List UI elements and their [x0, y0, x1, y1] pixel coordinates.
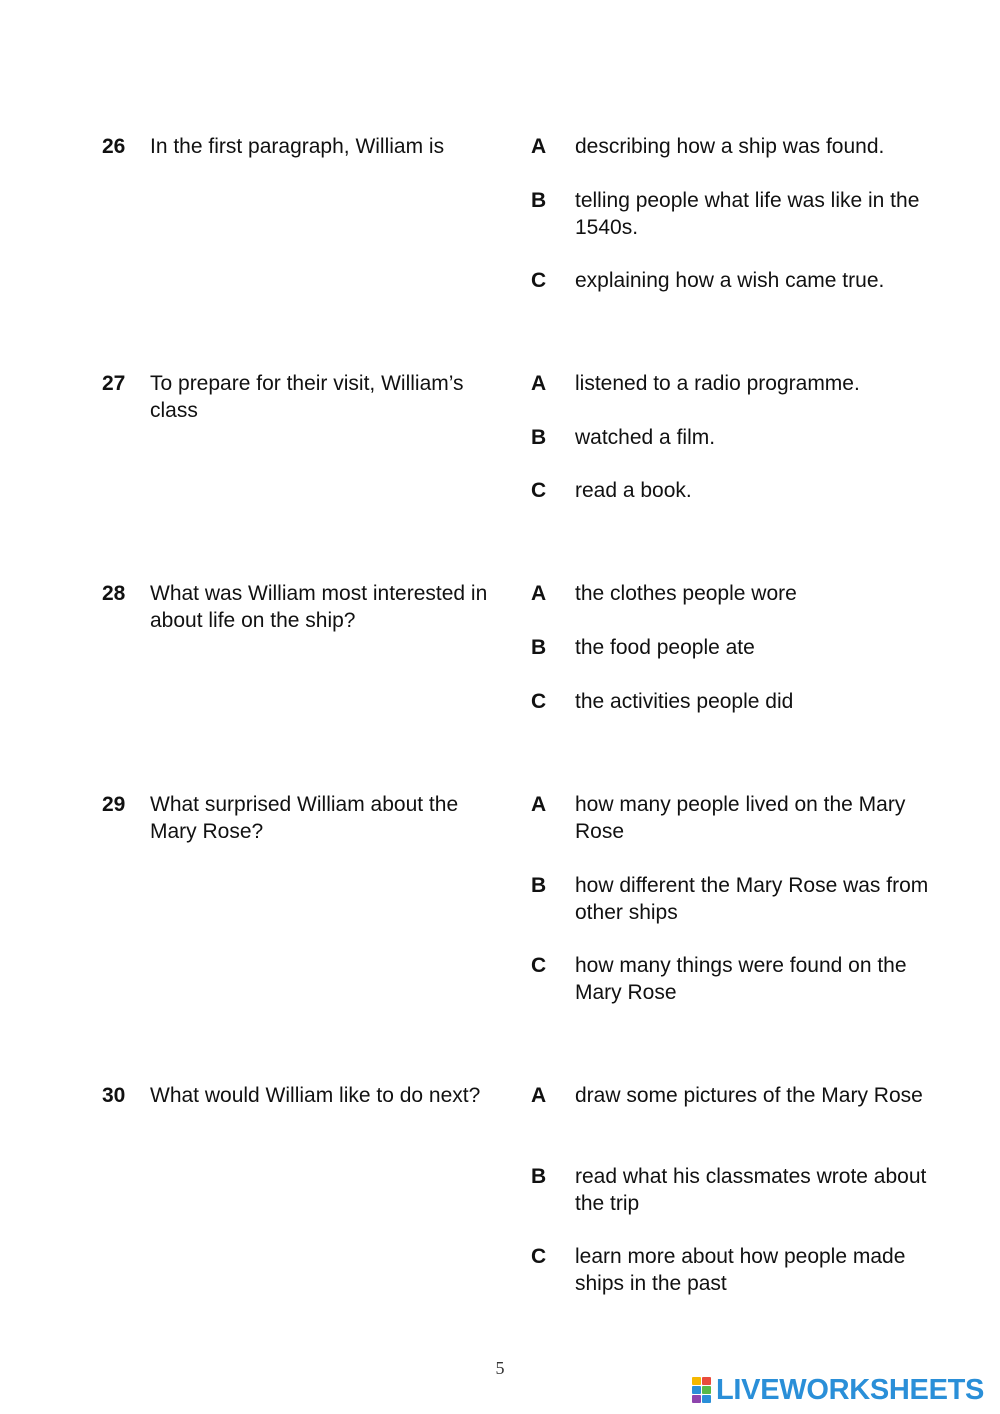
- option-text: telling people what life was like in the 1540s.: [575, 189, 920, 239]
- option-text: the food people ate: [575, 636, 755, 659]
- option-letter: B: [531, 1165, 547, 1188]
- question-text: What would William like to do next?: [150, 1084, 481, 1107]
- option-text: listened to a radio programme.: [575, 372, 860, 395]
- question-text: In the first paragraph, William is: [150, 135, 445, 158]
- option-text: how many things were found on the Mary Rose: [575, 954, 907, 1004]
- option-text: read a book.: [575, 479, 692, 502]
- option-text: read what his classmates wrote about the trip: [575, 1165, 927, 1215]
- option-text: how many people lived on the Mary Rose: [575, 793, 906, 843]
- option-text: the activities people did: [575, 690, 794, 713]
- option-letter: C: [531, 479, 547, 502]
- liveworksheets-brand[interactable]: [692, 1374, 984, 1406]
- option-text: learn more about how people made ships in the past: [575, 1245, 906, 1295]
- option-text: how different the Mary Rose was from other ships: [575, 874, 929, 924]
- question-number: 26: [102, 135, 126, 158]
- question-text: What surprised William about the Mary Rose?: [150, 793, 459, 843]
- option-letter: C: [531, 690, 547, 713]
- option-letter: A: [531, 582, 547, 605]
- option-text: describing how a ship was found.: [575, 135, 885, 158]
- option-text: draw some pictures of the Mary Rose: [575, 1084, 923, 1107]
- option-letter: C: [531, 954, 547, 977]
- question-text: To prepare for their visit, William’s class: [150, 372, 464, 422]
- option-letter: B: [531, 874, 547, 897]
- question-number: 28: [102, 582, 126, 605]
- option-letter: A: [531, 1084, 547, 1107]
- option-letter: C: [531, 269, 547, 292]
- page-number: 5: [495, 1358, 505, 1378]
- question-number: 30: [102, 1084, 126, 1107]
- question-number: 27: [102, 372, 126, 395]
- option-text: watched a film.: [575, 426, 716, 449]
- option-letter: A: [531, 372, 547, 395]
- brand-name: LIVEWORKSHEETS: [716, 1374, 985, 1406]
- question-number: 29: [102, 793, 126, 816]
- option-text: the clothes people wore: [575, 582, 797, 605]
- option-letter: C: [531, 1245, 547, 1268]
- option-letter: B: [531, 426, 547, 449]
- question-text: What was William most interested in about life on the ship?: [150, 582, 488, 632]
- option-letter: B: [531, 189, 547, 212]
- option-letter: A: [531, 793, 547, 816]
- option-letter: B: [531, 636, 547, 659]
- option-text: explaining how a wish came true.: [575, 269, 885, 292]
- option-letter: A: [531, 135, 547, 158]
- liveworksheets-logo-icon: [692, 1377, 712, 1403]
